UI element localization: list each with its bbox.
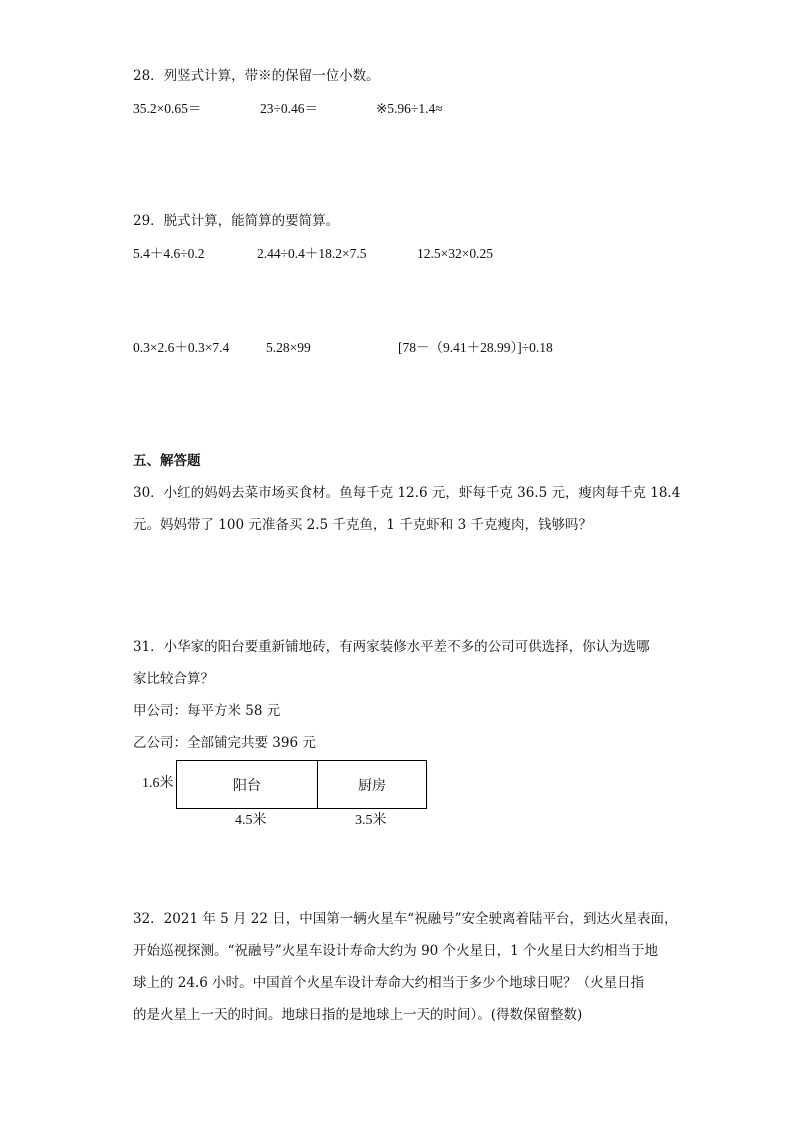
balcony-room [176,760,318,809]
q30-line-2: 元。妈妈带了 100 元准备买 2.5 千克鱼，1 千克虾和 3 千克瘦肉，钱够吗？ [133,517,592,533]
q32-line-4: 的是火星上一天的时间。地球日指的是地球上一天的时间）。(得数保留整数) [133,1007,583,1023]
q31-line-3: 甲公司：每平方米 58 元 [133,703,281,719]
q29-expr-5: 5.28×99 [266,340,311,355]
q29-expr-3: 12.5×32×0.25 [417,246,493,261]
width-label-2: 3.5米 [355,813,387,828]
kitchen-label: 厨房 [358,777,386,793]
q28-item-1: 35.2×0.65＝ [133,101,202,116]
q29-expr-1: 5.4＋4.6÷0.2 [133,246,205,261]
q31-line-4: 乙公司：全部铺完共要 396 元 [133,735,316,751]
q28-item-3: ※5.96÷1.4≈ [376,101,443,116]
q32-line-2: 开始巡视探测。“祝融号”火星车设计寿命大约为 90 个火星日，1 个火星日大约相当于地 [133,943,658,959]
q30-line-1: 30．小红的妈妈去菜市场买食材。鱼每千克 12.6 元，虾每千克 36.5 元，瘦肉每千克 18.4 [133,485,681,501]
q29-expr-2: 2.44÷0.4＋18.2×7.5 [257,246,367,261]
q28-item-2: 23÷0.46＝ [260,101,319,116]
q29-expr-6: [78－（9.41＋28.99）]÷0.18 [398,340,553,355]
q31-line-2: 家比较合算？ [133,671,214,687]
floor-plan-figure [133,755,453,835]
q31-line-1: 31．小华家的阳台要重新铺地砖，有两家装修水平差不多的公司可供选择，你认为选哪 [133,639,650,655]
q32-line-3: 球上的 24.6 小时。中国首个火星车设计寿命大约相当于多少个地球日呢？（火星日指 [133,975,645,991]
width-label-1: 4.5米 [235,813,267,828]
q29-expr-4: 0.3×2.6＋0.3×7.4 [133,340,230,355]
q28-title: 28．列竖式计算，带※的保留一位小数。 [133,68,380,84]
height-label: 1.6米 [142,776,174,791]
section-heading: 五、解答题 [133,453,201,469]
q29-title: 29．脱式计算，能简算的要简算。 [133,213,340,229]
kitchen-room [317,760,427,809]
balcony-label: 阳台 [233,777,261,793]
q32-line-1: 32．2021 年 5 月 22 日，中国第一辆火星车“祝融号”安全驶离着陆平台，到达火星表面， [133,911,678,927]
